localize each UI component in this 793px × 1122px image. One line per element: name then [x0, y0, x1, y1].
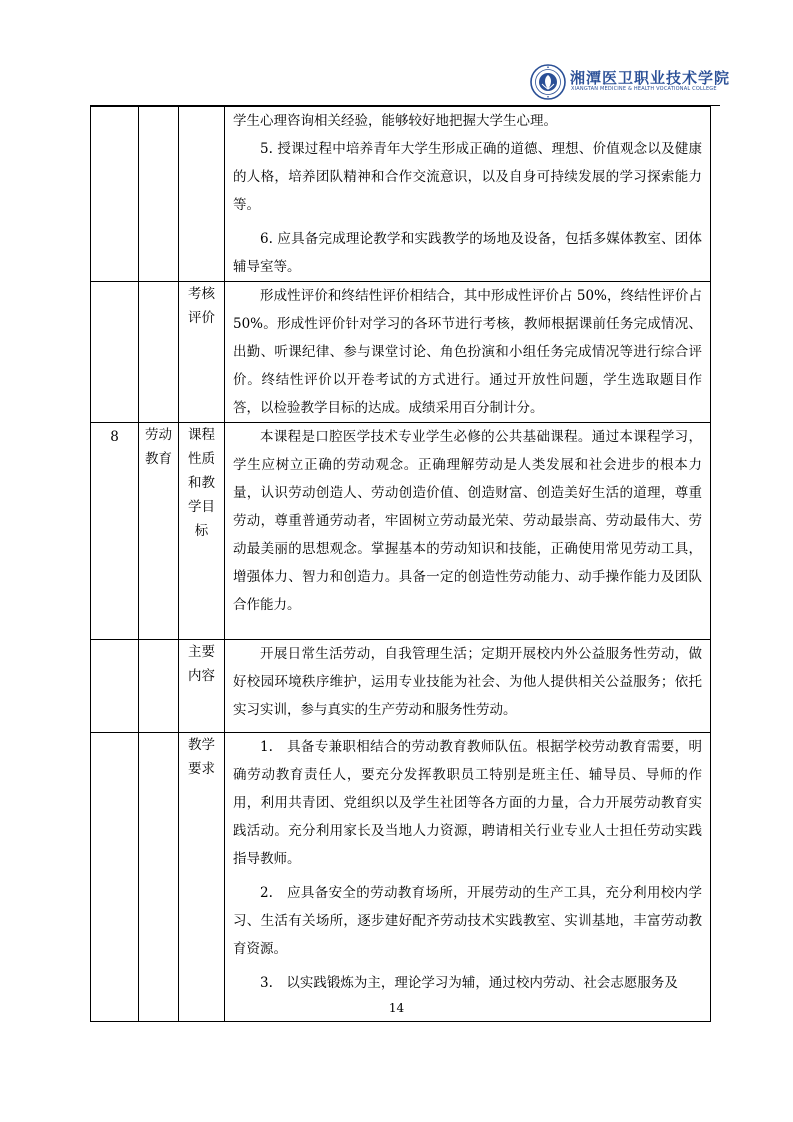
- course-number: 8: [91, 423, 139, 640]
- table-row: [91, 423, 711, 640]
- content-paragraph: 5. 授课过程中培养青年大学生形成正确的道德、理想、价值观念以及健康的人格，培养团队精神和合作交流意识，以及自身可持续发展的学习探索能力等。: [233, 141, 702, 213]
- number-cell: [91, 282, 139, 423]
- course-name-cell: [139, 107, 179, 282]
- college-seal-icon: [530, 64, 566, 100]
- course-name: 劳动教育: [139, 423, 179, 640]
- content-cell: [225, 423, 711, 640]
- row-label: 教学要求: [179, 733, 225, 1022]
- number-cell: [91, 640, 139, 733]
- content-paragraph: 形成性评价和终结性评价相结合，其中形成性评价占 50%，终结性评价占 50%。形成性评价针对学习的各环节进行考核，教师根据课前任务完成情况、出勤、听课纪律、参与课堂讨论、角色扮演和小组任务完成情况等进行综合评价。终结性评价以开卷考试的方式进行。通过开放性问题，学生选取题目作答，以检验教学目标的达成。成绩采用百分制计分。: [233, 288, 702, 416]
- row-label: 考核评价: [179, 282, 225, 423]
- college-name-en: XIANGTAN MEDICINE & HEALTH VOCATIONAL COLLEGE: [571, 86, 717, 92]
- college-name: 湘潭医卫职业技术学院: [570, 69, 731, 87]
- table-row: [91, 733, 711, 1022]
- content-paragraph: 开展日常生活劳动，自我管理生活；定期开展校内外公益服务性劳动，做好校园环境秩序维护，运用专业技能为社会、为他人提供相关公益服务；依托实习实训，参与真实的生产劳动和服务性劳动。: [233, 646, 702, 718]
- table-row: [91, 107, 711, 282]
- content-cell: [225, 640, 711, 733]
- content-cell: [225, 282, 711, 423]
- course-name-cell: [139, 282, 179, 423]
- course-table: [90, 106, 711, 1022]
- number-cell: [91, 107, 139, 282]
- table-row: [91, 640, 711, 733]
- content-paragraph: 3. 以实践锻炼为主，理论学习为辅，通过校内劳动、社会志愿服务及: [260, 975, 678, 991]
- content-paragraph: 2. 应具备安全的劳动教育场所，开展劳动的生产工具，充分利用校内学习、生活有关场所，逐步建好配齐劳动技术实践教室、实训基地，丰富劳动教育资源。: [233, 885, 702, 957]
- row-label: 课程性质和教学目标: [179, 423, 225, 640]
- row-label: 主要内容: [179, 640, 225, 733]
- label-cell: [179, 107, 225, 282]
- table-row: [91, 282, 711, 423]
- college-logo: [530, 62, 731, 102]
- number-cell: [91, 733, 139, 1022]
- course-name-cell: [139, 640, 179, 733]
- content-cell: [225, 107, 711, 282]
- page-header: [90, 62, 731, 106]
- content-paragraph: 学生心理咨询相关经验，能够较好地把握大学生心理。: [233, 113, 557, 129]
- course-name-cell: [139, 733, 179, 1022]
- content-paragraph: 1. 具备专兼职相结合的劳动教育教师队伍。根据学校劳动教育需要，明确劳动教育责任人，要充分发挥教职员工特别是班主任、辅导员、导师的作用，利用共青团、党组织以及学生社团等各方面的力量，合力开展劳动教育实践活动。充分利用家长及当地人力资源，聘请相关行业专业人士担任劳动实践指导教师。: [233, 739, 702, 867]
- content-cell: [225, 733, 711, 1022]
- content-paragraph: 本课程是口腔医学技术专业学生必修的公共基础课程。通过本课程学习，学生应树立正确的劳动观念。正确理解劳动是人类发展和社会进步的根本力量，认识劳动创造人、劳动创造价值、创造财富、创造美好生活的道理，尊重劳动，尊重普通劳动者，牢固树立劳动最光荣、劳动最崇高、劳动最伟大、劳动最美丽的思想观念。掌握基本的劳动知识和技能，正确使用常见劳动工具，增强体力、智力和创造力。具备一定的创造性劳动能力、动手操作能力及团队合作能力。: [233, 429, 702, 613]
- content-paragraph: 6. 应具备完成理论教学和实践教学的场地及设备，包括多媒体教室、团体辅导室等。: [233, 231, 702, 275]
- page-number: 14: [388, 1001, 405, 1015]
